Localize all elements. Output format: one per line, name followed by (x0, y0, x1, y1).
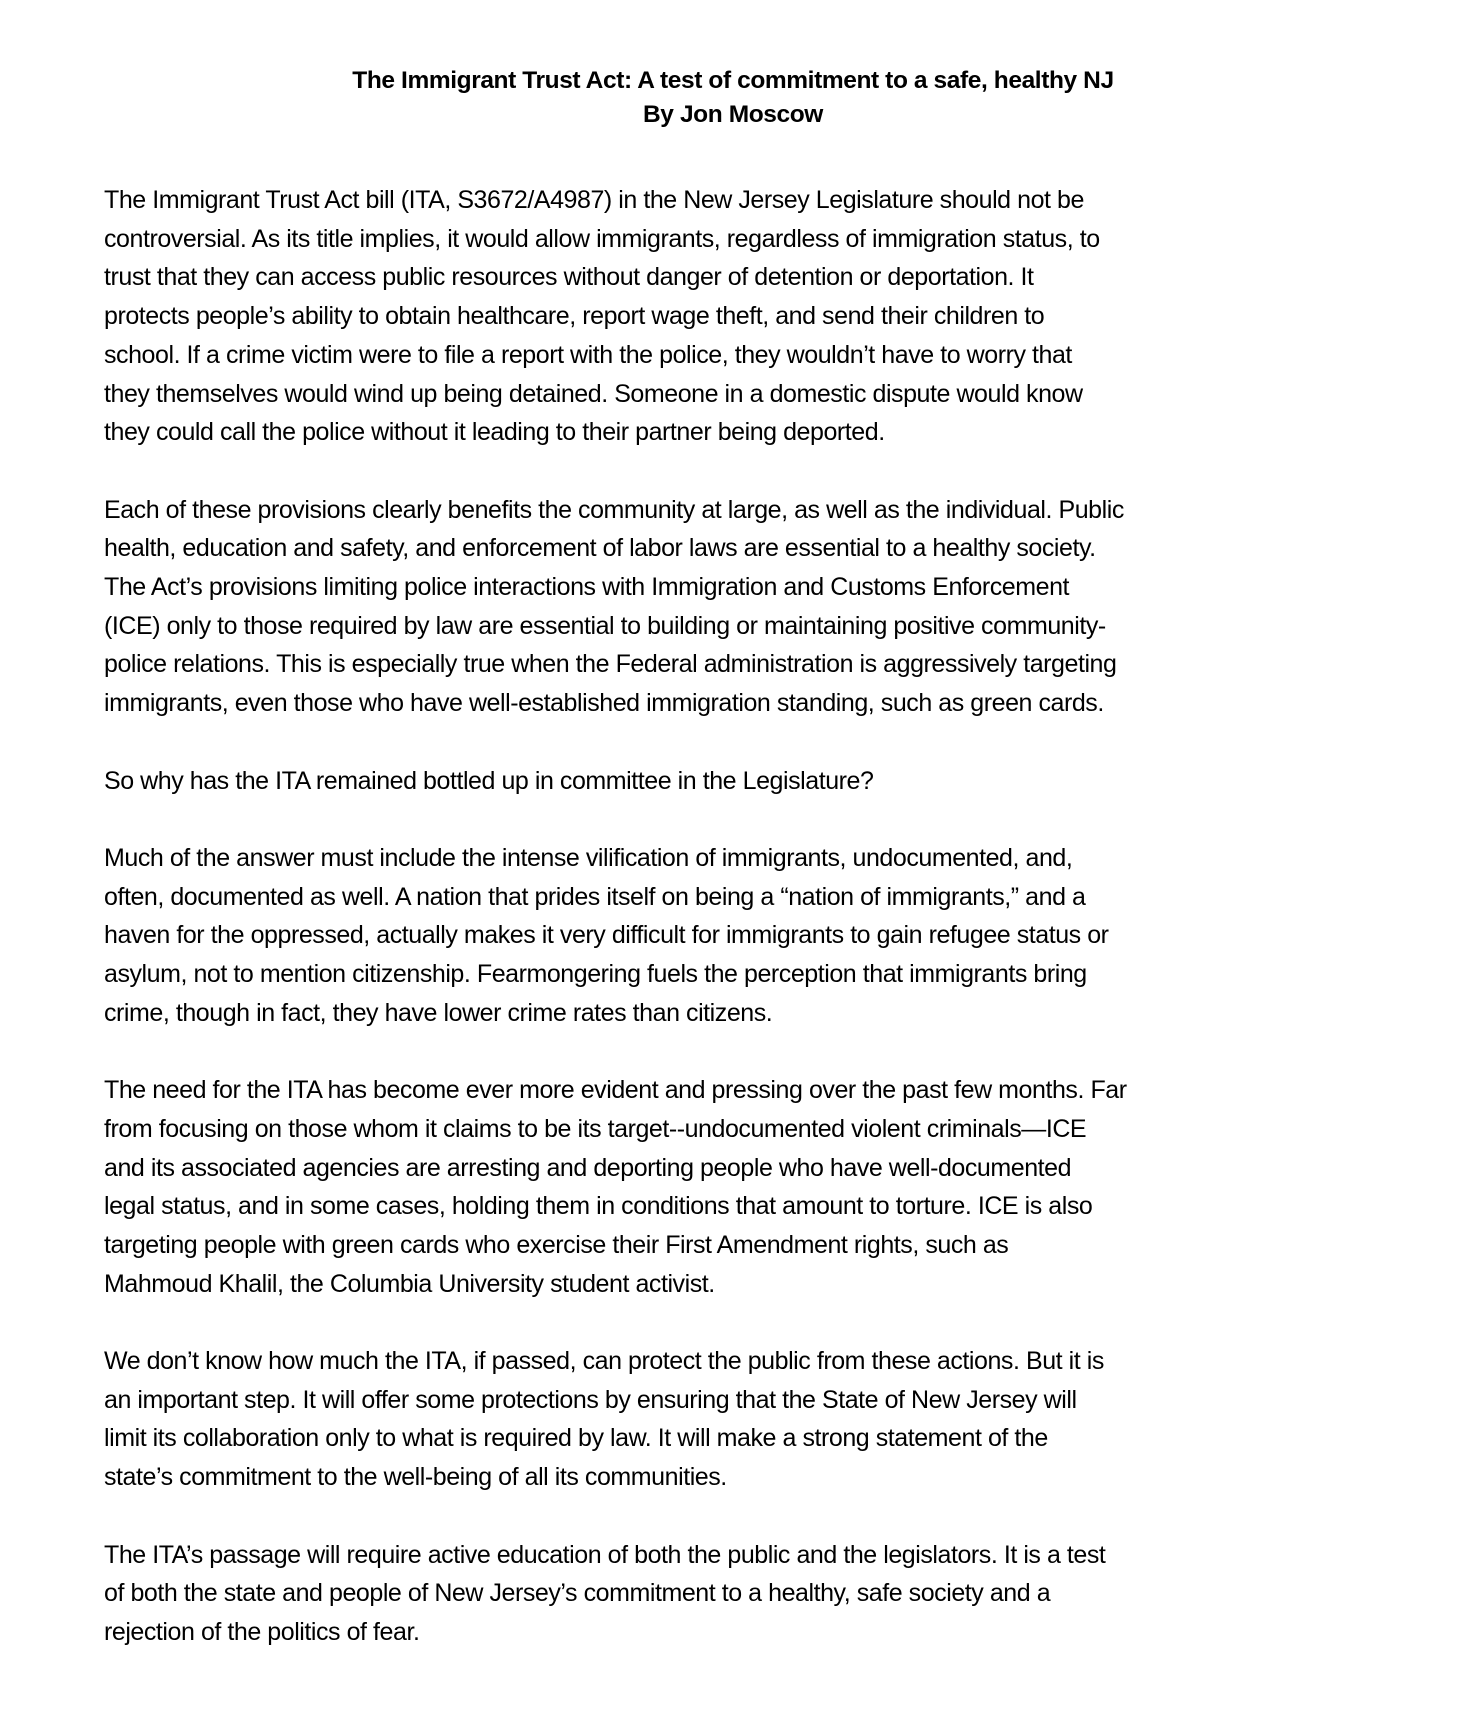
paragraph-vilification (104, 839, 1364, 1033)
document-title: The Immigrant Trust Act: A test of commitment to a safe, healthy NJ (352, 67, 1114, 94)
text-line: state’s commitment to the well-being of all its communities. (104, 1463, 727, 1492)
text-line: school. If a crime victim were to file a report with the police, they wouldn’t have to worry that (104, 340, 1072, 369)
document-header (0, 64, 1466, 132)
text-line: Each of these provisions clearly benefits the community at large, as well as the individual. Public (104, 495, 1124, 524)
text-line: protects people’s ability to obtain healthcare, report wage theft, and send their children to (104, 302, 1045, 331)
text-line: The Act’s provisions limiting police interactions with Immigration and Customs Enforcement (104, 573, 1070, 602)
text-line: and its associated agencies are arresting and deporting people who have well-documented (104, 1153, 1072, 1182)
text-line: The Immigrant Trust Act bill (ITA, S3672/A4987) in the New Jersey Legislature should not be (104, 186, 1084, 214)
text-line: often, documented as well. A nation that prides itself on being a “nation of immigrants,” and a (104, 882, 1086, 911)
paragraph-question (104, 762, 1364, 801)
document-body (104, 181, 1364, 1690)
text-line: So why has the ITA remained bottled up in committee in the Legislature? (104, 766, 874, 795)
text-line: We don’t know how much the ITA, if passed, can protect the public from these actions. But it is (104, 1347, 1104, 1376)
document-byline: By Jon Moscow (643, 101, 823, 128)
text-line: controversial. As its title implies, it would allow immigrants, regardless of immigration status, to (104, 224, 1100, 253)
text-line: immigrants, even those who have well-established immigration standing, such as green cards. (104, 689, 1104, 718)
text-line: rejection of the politics of fear. (104, 1617, 420, 1646)
text-line: targeting people with green cards who exercise their First Amendment rights, such as (104, 1230, 1009, 1259)
text-line: health, education and safety, and enforcement of labor laws are essential to a healthy society. (104, 534, 1096, 563)
text-line: limit its collaboration only to what is required by law. It will make a strong statement of the (104, 1424, 1048, 1453)
text-line: Mahmoud Khalil, the Columbia University student activist. (104, 1269, 715, 1298)
text-line: from focusing on those whom it claims to be its target--undocumented violent criminals—ICE (104, 1114, 1087, 1143)
text-line: they could call the police without it leading to their partner being deported. (104, 418, 885, 447)
text-line: they themselves would wind up being detained. Someone in a domestic dispute would know (104, 379, 1083, 408)
text-line: Much of the answer must include the intense vilification of immigrants, undocumented, and, (104, 843, 1073, 872)
text-line: legal status, and in some cases, holding them in conditions that amount to torture. ICE is also (104, 1192, 1093, 1221)
text-line: an important step. It will offer some protections by ensuring that the State of New Jersey will (104, 1385, 1077, 1414)
paragraph-intro (104, 181, 1364, 452)
text-line: (ICE) only to those required by law are essential to building or maintaining positive community- (104, 611, 1106, 640)
text-line: asylum, not to mention citizenship. Fearmongering fuels the perception that immigrants bring (104, 960, 1087, 989)
paragraph-benefits (104, 491, 1364, 723)
paragraph-protection (104, 1342, 1364, 1497)
paragraph-need (104, 1071, 1364, 1303)
paragraph-conclusion (104, 1536, 1364, 1652)
text-line: The need for the ITA has become ever more evident and pressing over the past few months. Far (104, 1076, 1127, 1105)
text-line: crime, though in fact, they have lower crime rates than citizens. (104, 998, 773, 1027)
text-line: trust that they can access public resources without danger of detention or deportation. It (104, 263, 1034, 292)
text-line: haven for the oppressed, actually makes it very difficult for immigrants to gain refugee status or (104, 921, 1109, 950)
text-line: The ITA’s passage will require active education of both the public and the legislators. It is a test (104, 1540, 1106, 1569)
text-line: police relations. This is especially true when the Federal administration is aggressively targeting (104, 650, 1117, 679)
text-line: of both the state and people of New Jersey’s commitment to a healthy, safe society and a (104, 1579, 1051, 1608)
